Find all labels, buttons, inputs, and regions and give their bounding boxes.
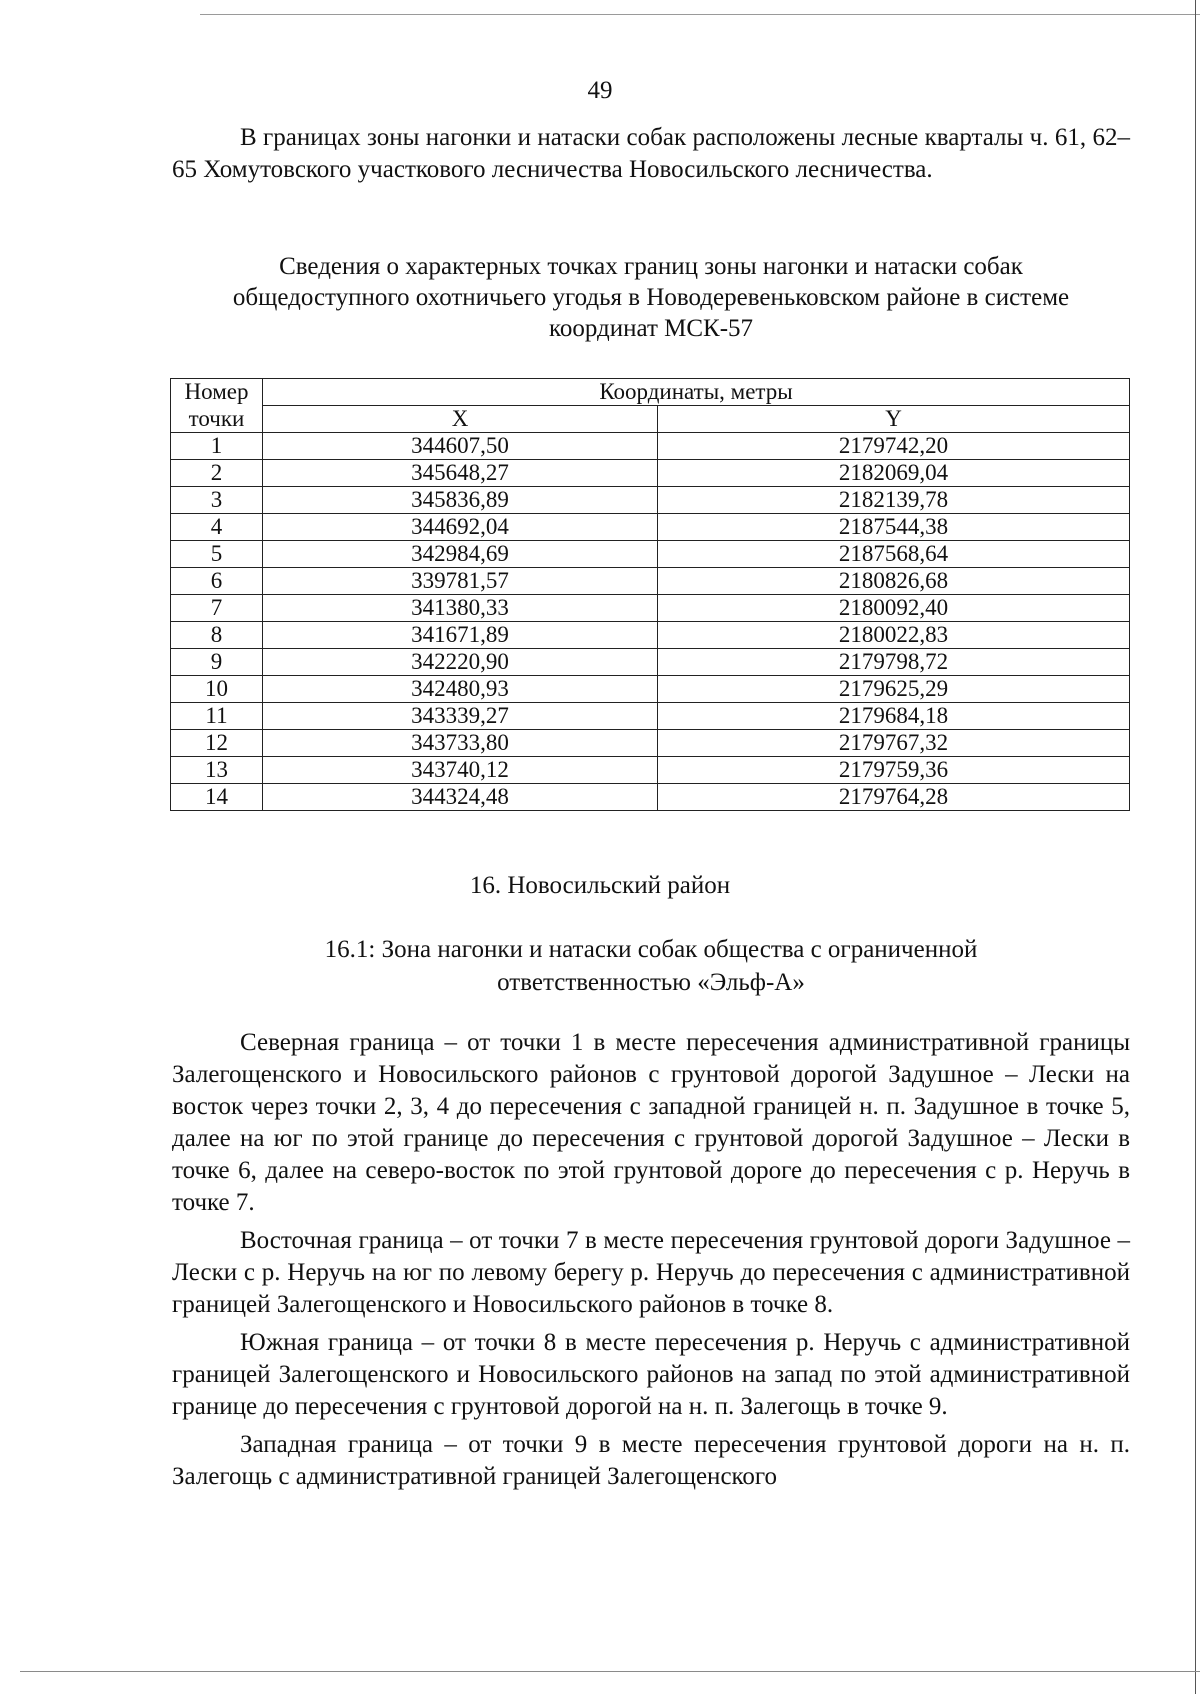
x-coordinate-cell: 342220,90 <box>263 649 658 676</box>
boundary-description <box>172 1027 1130 1499</box>
caption-line-2: общедоступного охотничьего угодья в Новодеревеньковском районе в системе <box>232 284 1070 311</box>
table-row <box>171 757 1130 784</box>
point-number-cell: 5 <box>171 541 263 568</box>
y-coordinate-cell: 2187544,38 <box>658 514 1130 541</box>
point-number-cell: 8 <box>171 622 263 649</box>
coordinates-table <box>170 378 1130 811</box>
scan-edge-top <box>200 14 1200 15</box>
header-x: X <box>263 406 658 433</box>
y-coordinate-cell: 2180022,83 <box>658 622 1130 649</box>
y-coordinate-cell: 2179798,72 <box>658 649 1130 676</box>
x-coordinate-cell: 345648,27 <box>263 460 658 487</box>
table-row <box>171 622 1130 649</box>
intro-paragraph: В границах зоны нагонки и натаски собак расположены лесные кварталы ч. 61, 62–65 Хомутовского участкового лесничества Новосильского лесничества. <box>172 124 1130 183</box>
point-number-cell: 4 <box>171 514 263 541</box>
scan-edge-right <box>1195 0 1196 1694</box>
section-title: 16. Новосильский район <box>469 872 731 899</box>
header-point-number-bottom: точки <box>171 406 263 433</box>
caption-line-3: координат МСК-57 <box>548 315 754 342</box>
west-boundary-paragraph: Западная граница – от точки 9 в месте пересечения грунтовой дороги на н. п. Залегощь с административной границей Залегощенского <box>172 1431 1130 1490</box>
x-coordinate-cell: 344692,04 <box>263 514 658 541</box>
y-coordinate-cell: 2179684,18 <box>658 703 1130 730</box>
y-coordinate-cell: 2179625,29 <box>658 676 1130 703</box>
header-point-number-top: Номер <box>171 379 263 406</box>
table-row <box>171 649 1130 676</box>
header-coordinates: Координаты, метры <box>263 379 1130 406</box>
subsection-line-1: 16.1: Зона нагонки и натаски собак общества с ограниченной <box>324 936 978 963</box>
table-row <box>171 487 1130 514</box>
table-row <box>171 730 1130 757</box>
point-number-cell: 1 <box>171 433 263 460</box>
y-coordinate-cell: 2182069,04 <box>658 460 1130 487</box>
table-row <box>171 703 1130 730</box>
page-number: 49 <box>587 77 613 104</box>
point-number-cell: 13 <box>171 757 263 784</box>
subsection-line-2: ответственностью «Эльф-А» <box>497 969 805 996</box>
x-coordinate-cell: 343740,12 <box>263 757 658 784</box>
y-coordinate-cell: 2187568,64 <box>658 541 1130 568</box>
table-row <box>171 595 1130 622</box>
header-y: Y <box>658 406 1130 433</box>
y-coordinate-cell: 2179764,28 <box>658 784 1130 811</box>
y-coordinate-cell: 2180092,40 <box>658 595 1130 622</box>
point-number-cell: 9 <box>171 649 263 676</box>
table-row <box>171 433 1130 460</box>
point-number-cell: 14 <box>171 784 263 811</box>
x-coordinate-cell: 342480,93 <box>263 676 658 703</box>
x-coordinate-cell: 341380,33 <box>263 595 658 622</box>
table-row <box>171 676 1130 703</box>
caption-line-1: Сведения о характерных точках границ зоны нагонки и натаски собак <box>279 253 1023 280</box>
table-row <box>171 514 1130 541</box>
x-coordinate-cell: 343339,27 <box>263 703 658 730</box>
table-row <box>171 784 1130 811</box>
point-number-cell: 3 <box>171 487 263 514</box>
y-coordinate-cell: 2179767,32 <box>658 730 1130 757</box>
y-coordinate-cell: 2182139,78 <box>658 487 1130 514</box>
x-coordinate-cell: 344324,48 <box>263 784 658 811</box>
south-boundary-paragraph: Южная граница – от точки 8 в месте пересечения р. Неручь с административной границей Залегощенского и Новосильского районов на запад по этой административной границе до пересечения с грунтовой дорогой на н. п. Залегощь в точке 9. <box>172 1329 1130 1420</box>
point-number-cell: 12 <box>171 730 263 757</box>
east-boundary-paragraph: Восточная граница – от точки 7 в месте пересечения грунтовой дороги Задушное – Лески с р. Неручь на юг по левому берегу р. Неручь до пересечения с административной границей Залегощенского и Новосильского районов в точке 8. <box>172 1227 1130 1318</box>
table-row <box>171 541 1130 568</box>
x-coordinate-cell: 343733,80 <box>263 730 658 757</box>
subsection-title <box>172 933 1130 999</box>
scan-edge-bottom <box>20 1671 1200 1672</box>
table-row <box>171 568 1130 595</box>
point-number-cell: 2 <box>171 460 263 487</box>
point-number-cell: 7 <box>171 595 263 622</box>
y-coordinate-cell: 2180826,68 <box>658 568 1130 595</box>
point-number-cell: 10 <box>171 676 263 703</box>
y-coordinate-cell: 2179759,36 <box>658 757 1130 784</box>
table-body <box>171 433 1130 811</box>
point-number-cell: 6 <box>171 568 263 595</box>
x-coordinate-cell: 345836,89 <box>263 487 658 514</box>
x-coordinate-cell: 339781,57 <box>263 568 658 595</box>
x-coordinate-cell: 341671,89 <box>263 622 658 649</box>
table-caption <box>172 251 1130 344</box>
y-coordinate-cell: 2179742,20 <box>658 433 1130 460</box>
x-coordinate-cell: 342984,69 <box>263 541 658 568</box>
point-number-cell: 11 <box>171 703 263 730</box>
x-coordinate-cell: 344607,50 <box>263 433 658 460</box>
north-boundary-paragraph: Северная граница – от точки 1 в месте пересечения административной границы Залегощенского и Новосильского районов с грунтовой дорогой Задушное – Лески на восток через точки 2, 3, 4 до пересечения с западной границей н. п. Задушное в точке 5, далее на юг по этой границе до пересечения с грунтовой дорогой Задушное – Лески в точке 6, далее на северо-восток по этой грунтовой дороге до пересечения с р. Неручь в точке 7. <box>172 1029 1130 1216</box>
table-row <box>171 460 1130 487</box>
